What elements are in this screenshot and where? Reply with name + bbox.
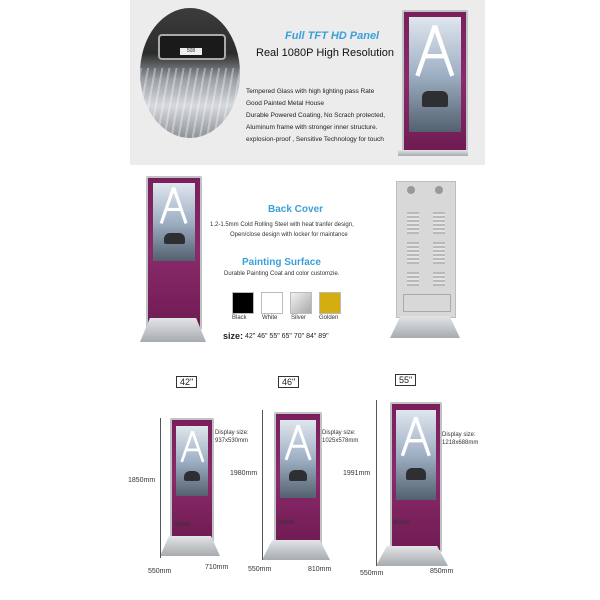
back-cover-line: 1.2-1.5mm Cold Rolling Steel with heat tranfer design, [210,222,354,228]
swatch-white [261,292,283,314]
kiosk-screen [396,410,436,500]
back-cover-desc [210,220,375,240]
access-door [403,294,451,312]
depth-label: 550mm [248,566,272,573]
license-plate: 508 [180,48,202,55]
swatch-label-black: Black [232,315,247,321]
kiosk-base [140,318,206,342]
letter-a-graphic [179,429,206,464]
car-graphic [184,471,200,481]
car-graphic [406,468,426,481]
height-label: 1991mm [343,470,371,477]
depth-label: 550mm [148,568,172,575]
height-dimension-line [160,418,161,558]
vent-grille [407,242,419,264]
speaker-icon [407,186,415,194]
kiosk-back-panel [396,181,456,318]
back-cover-line: Open/close design with locker for maintance [230,232,348,238]
car-front-photo [140,8,240,138]
swatch-label-white: White [262,315,278,321]
feature-item: Tempered Glass with high lighting pass Rate [246,88,375,95]
display-size-label: Display size: [215,430,249,436]
kiosk-base [262,540,330,560]
painting-surface-desc: Durable Painting Coat and color customzie. [224,271,340,277]
back-cover-title: Back Cover [268,204,324,215]
angle-label: 90mm [393,520,410,526]
swatch-label-golden: Golden [319,315,339,321]
swatch-silver [290,292,312,314]
car-graphic [422,91,448,107]
letter-a-graphic [156,186,191,225]
height-label: 1980mm [230,470,258,477]
car-grille [158,34,226,60]
vent-grille [407,272,419,286]
kiosk-screen [153,183,195,261]
kiosk-screen [409,17,461,132]
letter-a-graphic [283,423,313,462]
kiosk-base [376,546,448,566]
swatch-golden [319,292,341,314]
painting-surface-title: Painting Surface [242,257,321,268]
feature-list [246,86,416,146]
display-size-value: 1218x688mm [442,440,479,446]
width-label: 810mm [308,566,332,573]
kiosk-section2 [146,176,202,330]
hero-title-line2: Real 1080P High Resolution [256,47,394,59]
feature-item: explosion-proof , Sensitive Technology for touch [246,136,384,143]
kiosk-screen [176,426,208,496]
width-label: 850mm [430,568,454,575]
size-label: size: [223,331,244,341]
height-label: 1850mm [128,477,156,484]
kiosk-model-55 [390,402,442,552]
swatch-label-silver: Silver [291,315,307,321]
height-dimension-line [262,410,263,560]
feature-item: Durable Powered Coating, No Scrach protected, [246,112,386,119]
depth-label: 550mm [360,570,384,577]
display-size-value: 1025x578mm [322,438,359,444]
vent-grille [407,212,419,234]
kiosk-base [160,536,220,556]
feature-item: Good Painted Metal House [246,100,325,107]
speaker-icon [435,186,443,194]
angle-label: 90mm [278,520,295,526]
model-size-badge: 42" [176,376,197,388]
kiosk-base [398,150,468,156]
display-size-label: Display size: [442,432,476,438]
vent-grille [433,212,445,234]
letter-a-graphic [413,22,457,80]
vent-grille [433,242,445,264]
road-texture [140,68,240,138]
letter-a-graphic [399,414,433,459]
model-size-badge: 55" [395,374,416,386]
car-graphic [289,470,307,481]
car-graphic [164,233,185,244]
display-size-value: 937x530mm [215,438,249,444]
kiosk-base [390,316,460,338]
kiosk-hero [402,10,468,154]
width-label: 710mm [205,564,229,571]
angle-label: 90mm [174,522,191,528]
model-size-badge: 46" [278,376,299,388]
swatch-black [232,292,254,314]
vent-grille [433,272,445,286]
hero-title-line1: Full TFT HD Panel [285,30,380,42]
kiosk-screen [280,420,316,498]
height-dimension-line [376,400,377,566]
size-values: 42" 46" 55" 65" 70" 84" 89" [245,333,329,340]
feature-item: Aluminum frame with stronger inner structure. [246,124,378,131]
display-size-label: Display size: [322,430,356,436]
